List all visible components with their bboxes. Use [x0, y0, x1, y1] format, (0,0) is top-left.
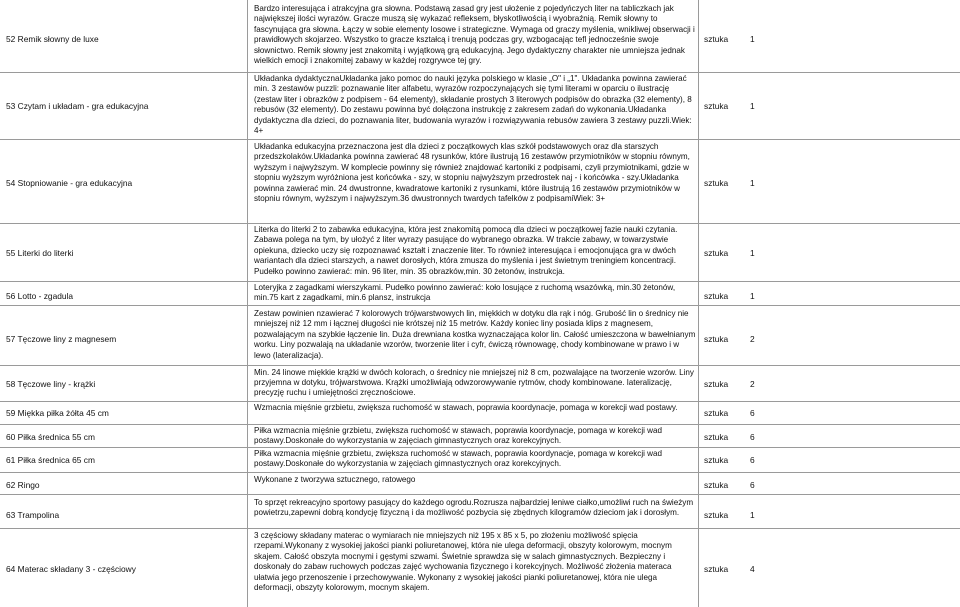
item-name: 57 Tęczowe liny z magnesem — [6, 334, 117, 344]
item-quantity: 1 — [750, 291, 755, 301]
item-unit: sztuka — [704, 455, 729, 465]
item-quantity: 6 — [750, 455, 755, 465]
item-unit: sztuka — [704, 379, 729, 389]
item-description: Układanka edukacyjna przeznaczona jest dla dzieci z początkowych klas szkół podstawowych oraz dla starszych przedszkolaków.Układanka powinna zawierać 48 rysunków, które ilustrują 16 zestawów przymiotników w stopniu równym, wyższym i najwyższym. W komplecie powinny się również znajdować kartoniki z podpisami, czyli przymiotnikami, gdzie w stopniu wyższym wyróżniona jest końcówka - szy, w stopniu najwyższym przedrostek naj - i końcówka - szy.Układanka powinna zawierać min. 24 dwustronne, kwadratowe kartoniki z rysunkami, które ilustrują 16 zestawów przymiotników w stopniu równym, wyższym i najwyższym.36 dwustronnych twardych tafelków z podpisamiWiek: 3+ — [254, 142, 690, 204]
row-divider — [0, 447, 960, 448]
item-quantity: 1 — [750, 34, 755, 44]
row-divider — [0, 472, 960, 473]
column-divider — [247, 0, 248, 607]
item-unit: sztuka — [704, 564, 729, 574]
item-description: Min. 24 linowe miękkie krążki w dwóch kolorach, o średnicy nie mniejszej niż 8 cm, pozwalające na tworzenie wzorów. Liny przyjemna w dotyku, trójwarstwowa. Krążki umożliwiają odwzorowywanie rytmów, chody kombinowane. lateralizację, precyzję ruchu i umiejętności zręcznościowe. — [254, 368, 694, 397]
item-name: 56 Lotto - zgadula — [6, 291, 74, 301]
item-description: Układanka dydaktycznaUkładanka jako pomoc do nauki języka polskiego w klasie „O" i „1". Układanka powinna zawierać min. 3 zestawów puzzli: poznawanie liter alfabetu, wyrazów rozpoczynających się tymi literami w oparciu o ilustrację (zestaw liter i obrazków z podpisem - 64 elementy), składanie prostych 3 literowych podpisów do obrazka (32 elementy), 8 rebusów (32 elementy). Do zestawu powinna być dołączona instrukcję z zakresem zadań do wykonania.Układanka dydaktyczna dla dzieci, do poznawania liter, budowania wyrazów i rozwiązywania rebusów zawiera 3 zestawy puzzli.Wiek: 4+ — [254, 74, 692, 136]
item-unit: sztuka — [704, 101, 729, 111]
item-description: Loteryjka z zagadkami wierszykami. Pudełko powinno zawierać: koło losujące z ruchomą wsazówką, min.30 żetonów, min.75 kart z zagadkami, min.6 plansz, instrukcja — [254, 283, 676, 302]
row-divider — [0, 401, 960, 402]
item-quantity: 6 — [750, 432, 755, 442]
item-description: Literka do literki 2 to zabawka edukacyjna, która jest znakomitą pomocą dla dzieci w początkowej fazie nauki czytania. Zabawa polega na tym, by ułożyć z liter wyrazy pasujące do wybranego obrazka. W trakcie zabawy, w towarzystwie opiekuna, dziecko uczy się rozpoznawać kształt i znaczenie liter. To również interesująca i emocjonująca gra w dwóch wariantach dla dzieci starszych, a nawet dorosłych, która zmusza do myślenia i jest świetnym treningiem koncentracji. Pudełko powinno zawierać: min. 96 liter, min. 35 obrazków,min. 30 żetonów, instrukcja. — [254, 225, 678, 276]
item-quantity: 4 — [750, 564, 755, 574]
item-quantity: 6 — [750, 408, 755, 418]
item-quantity: 6 — [750, 480, 755, 490]
item-quantity: 2 — [750, 334, 755, 344]
column-divider — [698, 0, 699, 607]
item-description: Zestaw powinien nzawierać 7 kolorowych trójwarstwowych lin, miękkich w dotyku dla rąk i nóg. Grubość lin o średnicy nie mniejszej niż 12 mm i łącznej długości nie krótszej niż 15 metrów. Każdy koniec liny posiada klips z magnesem, pozwalającym na szybkie łączenie lin. Duża drewniana kostka wyznaczająca kolor lin. Całość umieszczona w bawełnianym worku. Liny pozwalają na układanie wzorów, tworzenie liter i cyfr, ćwiczą równowagę, chody kombinowane w prawo i w lewo (lateralizacja). — [254, 309, 696, 360]
item-unit: sztuka — [704, 408, 729, 418]
row-divider — [0, 223, 960, 224]
item-description: Wykonane z tworzywa sztucznego, ratowego — [254, 475, 416, 484]
row-divider — [0, 281, 960, 282]
item-unit: sztuka — [704, 480, 729, 490]
item-name: 63 Trampolina — [6, 510, 60, 520]
item-description: Bardzo interesująca i atrakcyjna gra słowna. Podstawą zasad gry jest ułożenie z pojedyńczych liter na tabliczkach jak największej ilości wyrazów. Gracze muszą się wykazać refleksem, błyskotliwością i wyobraźnią. Remik słowny to fascynująca gra słowna. Łączy w sobie elementy losowe i strategiczne. Wymaga od graczy myślenia, wnikliwej obserwacji i prawidłowych skojarzeo. Wszystko to gracze kształcą i trenują podczas gry, wzbogacając tefl jednocześnie swoje słownictwo. Remik słowny jest znakomitą i wyjątkową grą edukacyjną. Jego dydaktyczny charakter nie umniejsza jednak wielkich emocji i znakomitej zabawy w każdej rozgrywce tej gry. — [254, 4, 695, 66]
item-quantity: 1 — [750, 510, 755, 520]
item-name: 52 Remik słowny de luxe — [6, 34, 99, 44]
row-divider — [0, 365, 960, 366]
item-description: Piłka wzmacnia mięśnie grzbietu, zwiększa ruchomość w stawach, poprawia koordynacje, pomaga w korekcji wad postawy.Doskonałe do wykorzystania w zajęciach gimnastycznych oraz korekcyjnych. — [254, 426, 663, 445]
item-unit: sztuka — [704, 510, 729, 520]
item-name: 60 Piłka średnica 55 cm — [6, 432, 95, 442]
item-unit: sztuka — [704, 178, 729, 188]
item-unit: sztuka — [704, 248, 729, 258]
row-divider — [0, 305, 960, 306]
item-quantity: 1 — [750, 248, 755, 258]
item-description: Wzmacnia mięśnie grzbietu, zwiększa ruchomość w stawach, poprawia koordynacje, pomaga w korekcji wad postawy. — [254, 403, 678, 412]
item-name: 58 Tęczowe liny - krążki — [6, 379, 96, 389]
row-divider — [0, 72, 960, 73]
item-unit: sztuka — [704, 432, 729, 442]
item-name: 64 Materac składany 3 - częściowy — [6, 564, 136, 574]
item-quantity: 2 — [750, 379, 755, 389]
item-unit: sztuka — [704, 34, 729, 44]
item-unit: sztuka — [704, 334, 729, 344]
item-description: To sprzęt rekreacyjno sportowy pasujący do każdego ogrodu.Rozruszа najbardziej leniwe ciałko,umożliwi ruch na świeżym powietrzu,zapewni dobrą kondycję fizyczną i da możliwość pozbycia się zbędnych kilogramów dzieciom jak i dorosłym. — [254, 498, 694, 517]
item-name: 55 Literki do literki — [6, 248, 74, 258]
item-name: 61 Piłka średnica 65 cm — [6, 455, 95, 465]
item-name: 62 Ringo — [6, 480, 40, 490]
row-divider — [0, 528, 960, 529]
item-quantity: 1 — [750, 101, 755, 111]
item-name: 59 Miękka piłka żółta 45 cm — [6, 408, 109, 418]
item-name: 53 Czytam i układam - gra edukacyjna — [6, 101, 149, 111]
row-divider — [0, 424, 960, 425]
item-quantity: 1 — [750, 178, 755, 188]
item-name: 54 Stopniowanie - gra edukacyjna — [6, 178, 133, 188]
item-description: Piłka wzmacnia mięśnie grzbietu, zwiększa ruchomość w stawach, poprawia koordynacje, pomaga w korekcji wad postawy.Doskonałe do wykorzystania w zajęciach gimnastycznych oraz korekcyjnych. — [254, 449, 663, 468]
row-divider — [0, 494, 960, 495]
row-divider — [0, 139, 960, 140]
item-description: 3 częściowy składany materac o wymiarach nie mniejszych niż 195 x 85 x 5, po złożeniu możliwość spięcia rzepami.Wykonany z wysokiej jakości pianki poliuretanowej, która nie ulega deformacji, obszyty kolorowym, mocnym skajem. Całość obszyta mocnymi i gęstymi szwami. Świetnie sprawdza się w salach gimnastycznych. Bezpieczny i doskonały do zabaw ruchowych podczas zajęć wychowania fizycznego i korekcyjnych. Możliwość złożenia materaca ułatwia jego przenoszenie i przechowywanie. Wykonany z wysokiej jakości pianki poliuretanowej, która nie ulega deformacji, obszyty kolorowym, mocnym skajem. — [254, 531, 672, 593]
item-unit: sztuka — [704, 291, 729, 301]
